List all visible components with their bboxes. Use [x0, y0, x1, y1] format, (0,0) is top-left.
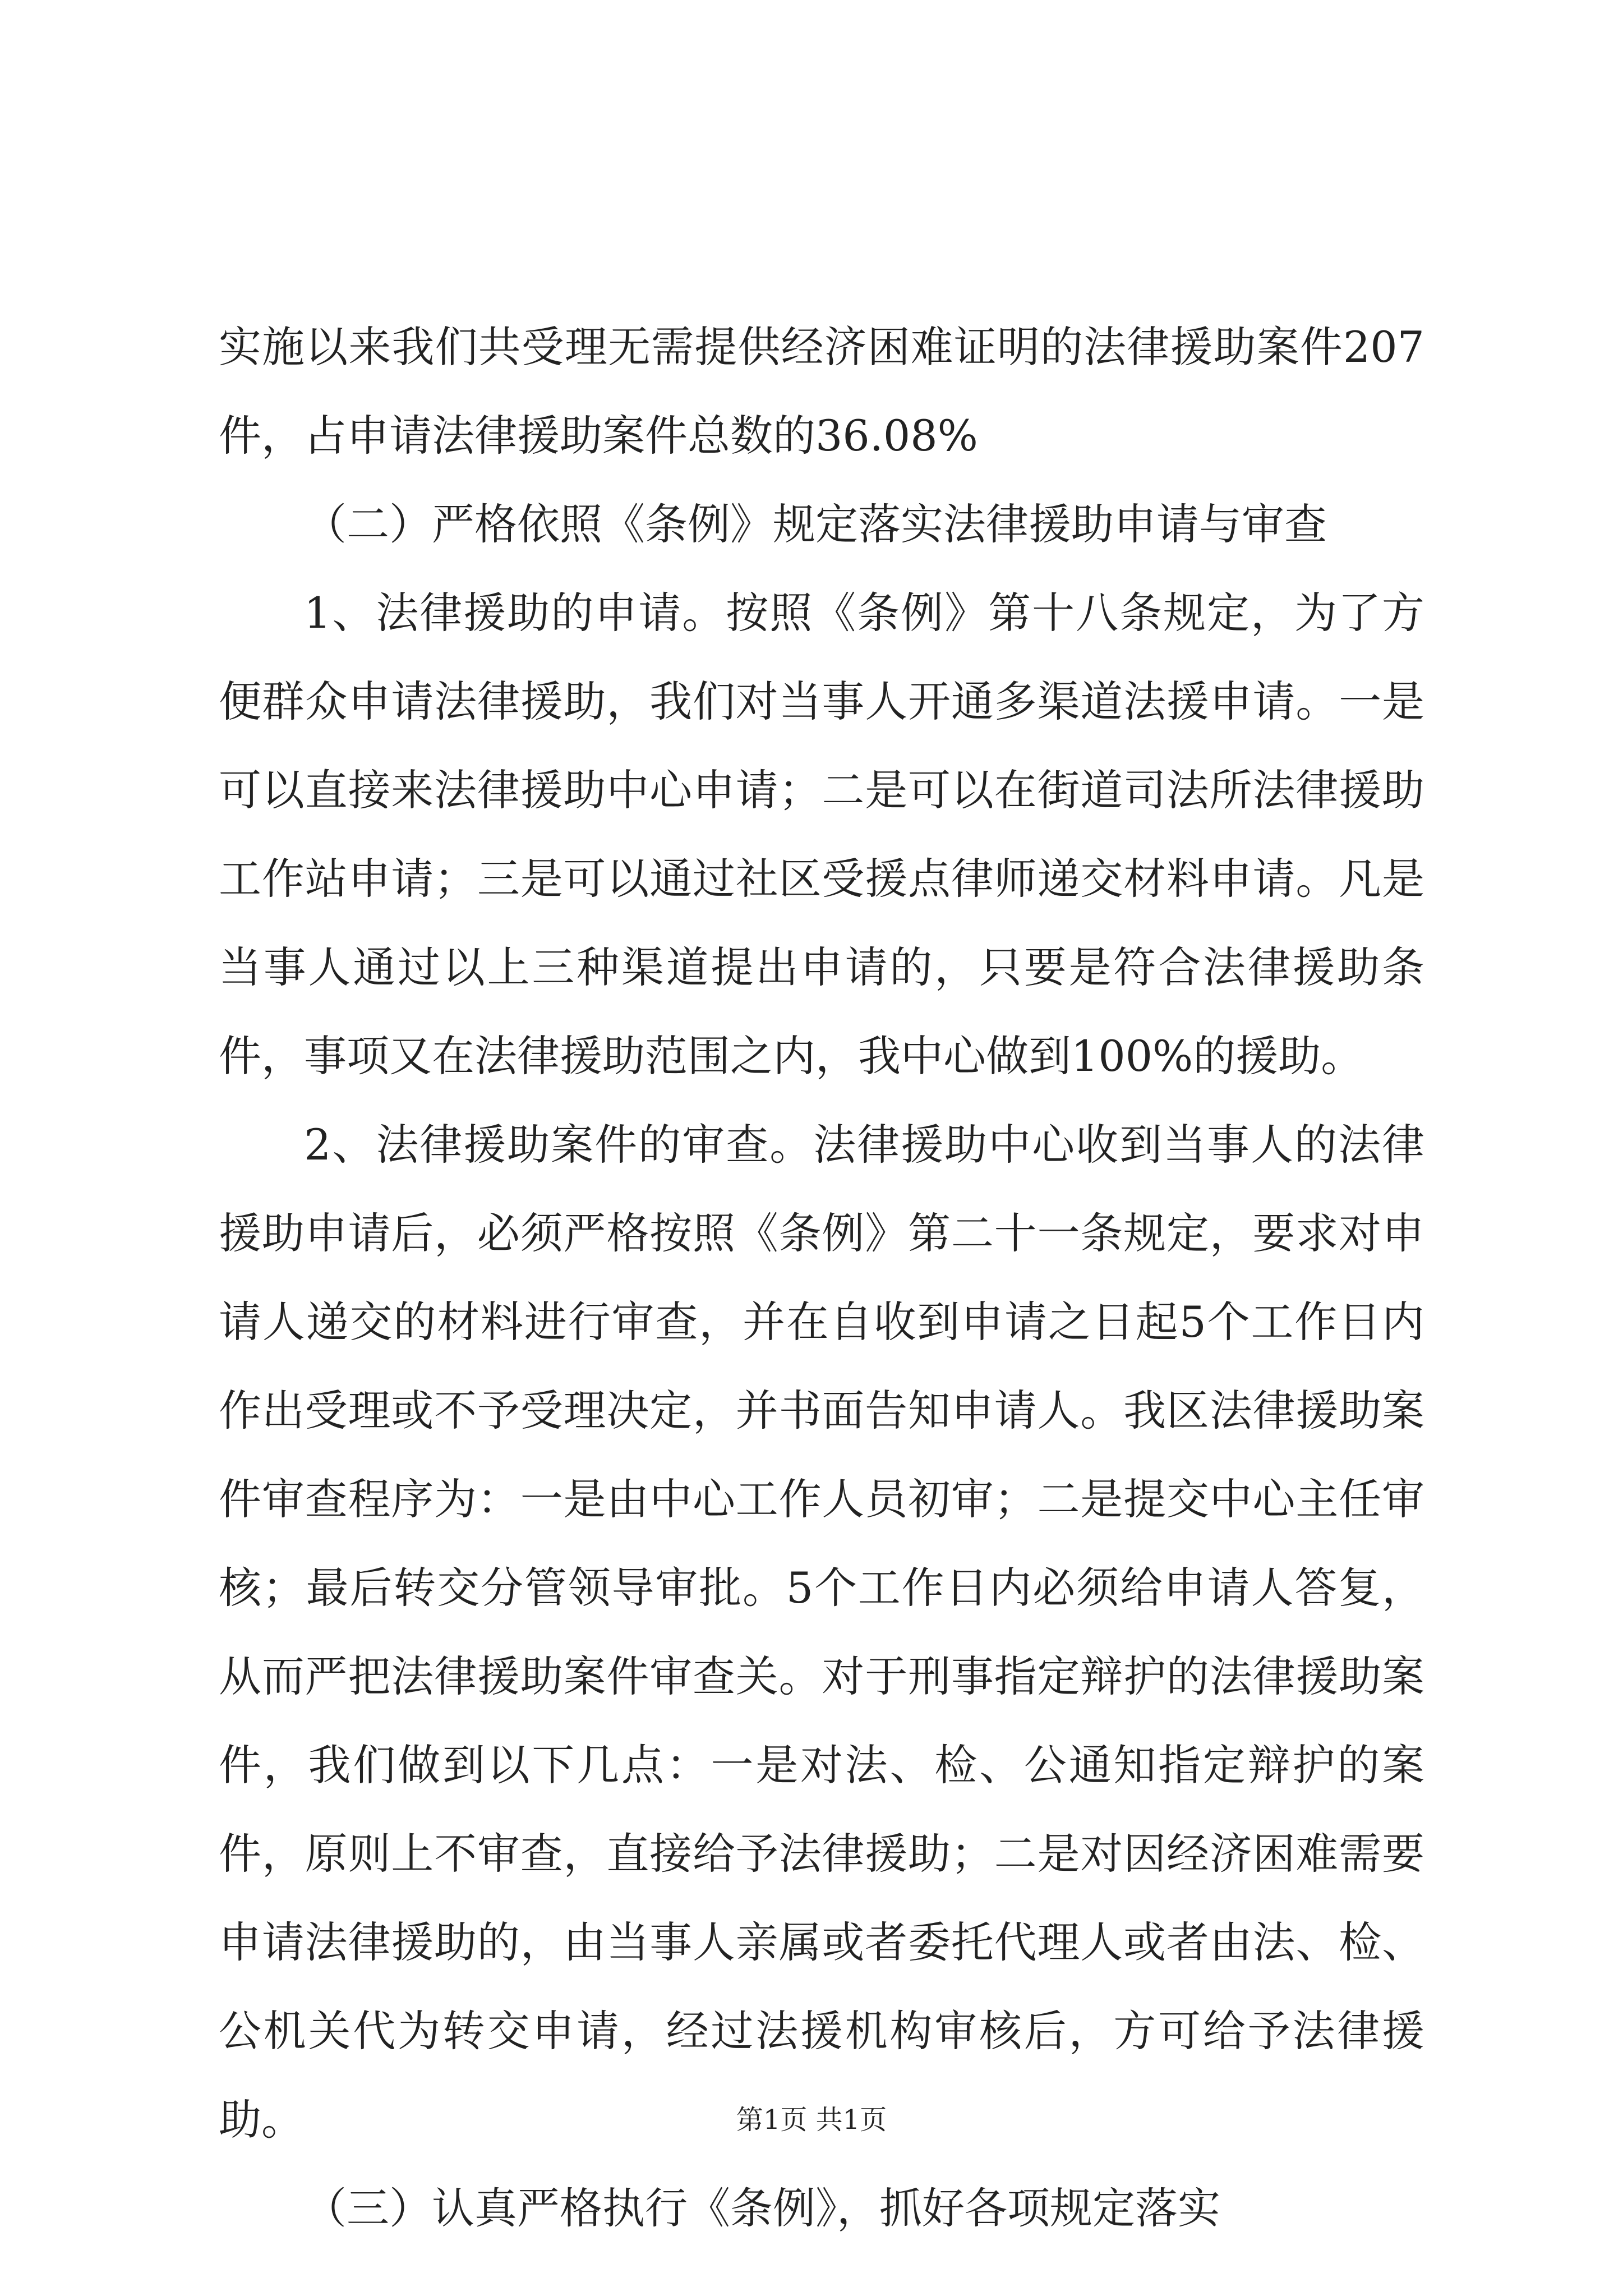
paragraph-legal-aid-application: 1、法律援助的申请。按照《条例》第十八条规定，为了方便群众申请法律援助，我们对当事人开通多渠道法援申请。一是可以直接来法律援助中心申请；二是可以在街道司法所法律援助工作站申请；三是可以通过社区受援点律师递交材料申请。凡是当事人通过以上三种渠道提出申请的，只要是符合法律援助条件，事项又在法律援助范围之内，我中心做到100%的援助。 — [219, 588, 1424, 1081]
section-heading-implementation: （三）认真严格执行《条例》，抓好各项规定落实 — [304, 2183, 1220, 2233]
paragraph-case-statistics: 实施以来我们共受理无需提供经济困难证明的法律援助案件207件，占申请法律援助案件总数的36.08% — [219, 322, 1424, 461]
page-footer: 第1页 共1页 — [736, 2104, 887, 2136]
document-body — [219, 303, 1424, 2253]
paragraph-legal-aid-review: 2、法律援助案件的审查。法律援助中心收到当事人的法律援助申请后，必须严格按照《条例》第二十一条规定，要求对申请人递交的材料进行审查，并在自收到申请之日起5个工作日内作出受理或不予受理决定，并书面告知申请人。我区法律援助案件审查程序为：一是由中心工作人员初审；二是提交中心主任审核；最后转交分管领导审批。5个工作日内必须给申请人答复，从而严把法律援助案件审查关。对于刑事指定辩护的法律援助案件，我们做到以下几点：一是对法、检、公通知指定辩护的案件，原则上不审查，直接给予法律援助；二是对因经济困难需要申请法律援助的，由当事人亲属或者委托代理人或者由法、检、公机关代为转交申请，经过法援机构审核后，方可给予法律援助。 — [219, 1120, 1424, 2145]
section-heading-application-review: （二）严格依照《条例》规定落实法律援助申请与审查 — [304, 499, 1327, 549]
